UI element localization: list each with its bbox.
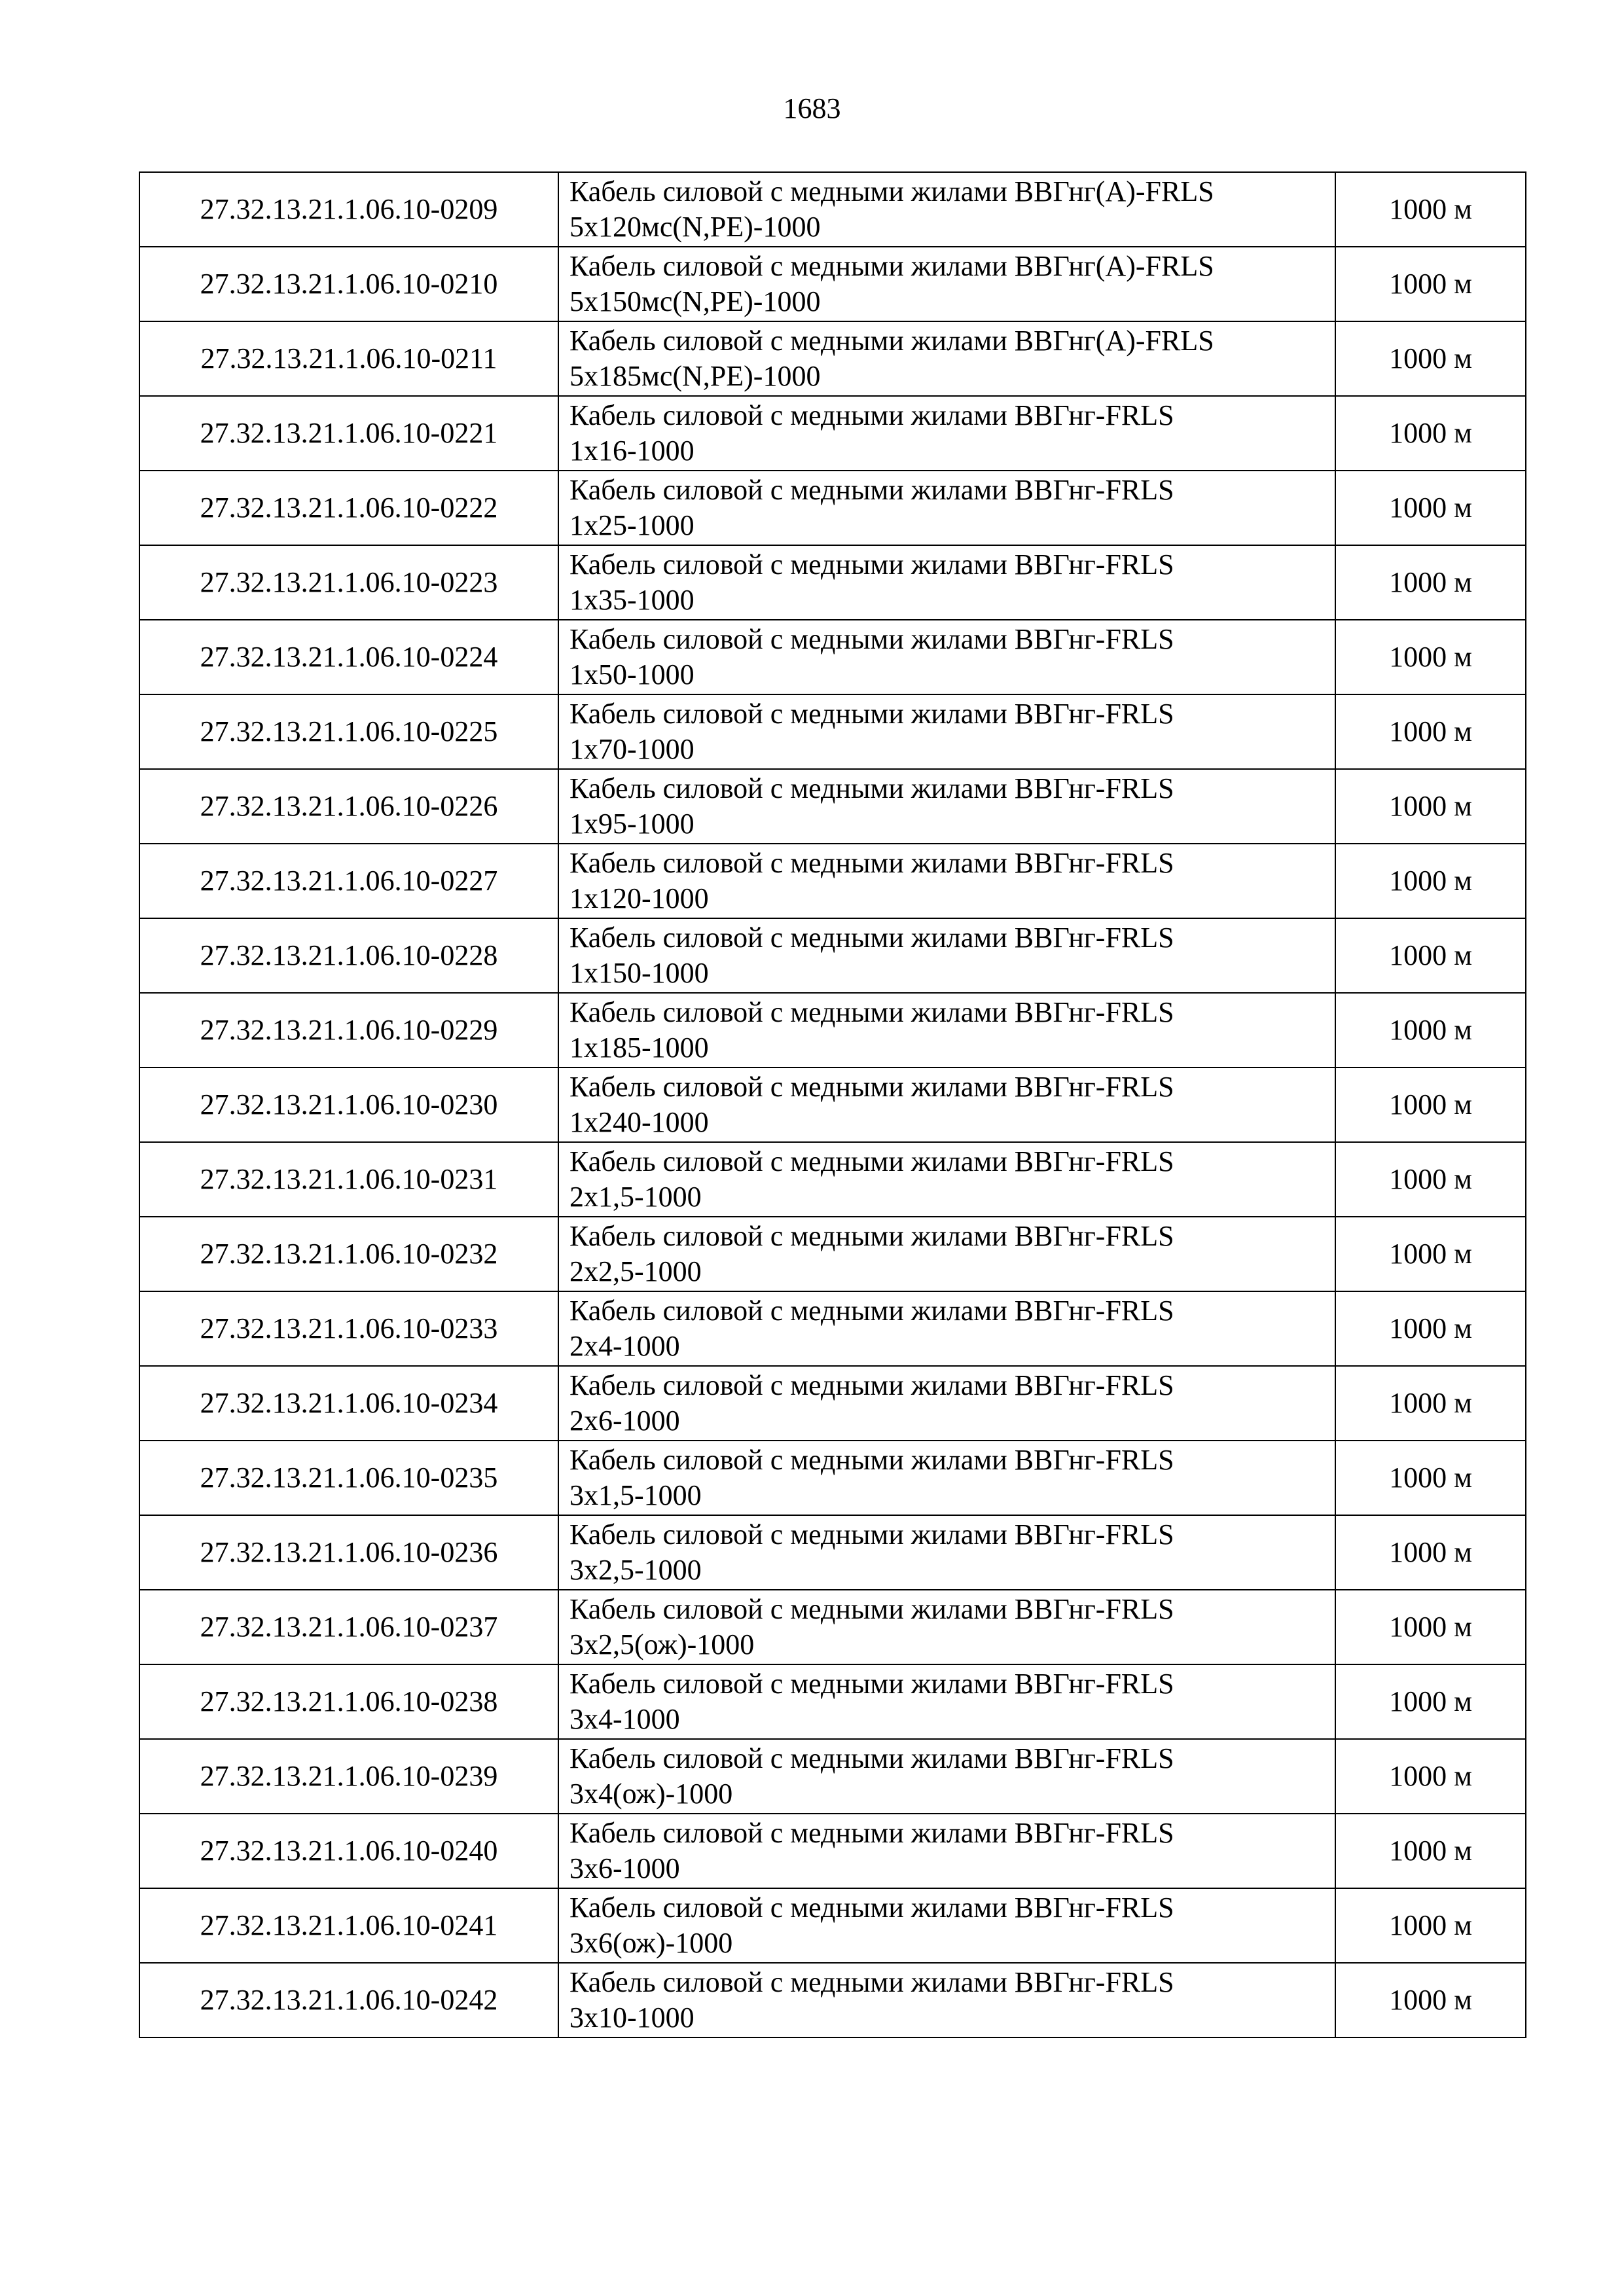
resource-unit: 1000 м — [1335, 993, 1526, 1067]
resource-name-line-2: 1х35-1000 — [569, 584, 695, 616]
resource-unit: 1000 м — [1335, 247, 1526, 321]
resource-name-line-1: Кабель силовой с медными жилами ВВГнг-FRLS — [569, 399, 1174, 431]
resource-code: 27.32.13.21.1.06.10-0222 — [139, 471, 558, 545]
resource-name-line-2: 1х25-1000 — [569, 509, 695, 541]
resource-name-line-1: Кабель силовой с медными жилами ВВГнг-FRLS — [569, 1071, 1174, 1103]
resource-name-line-1: Кабель силовой с медными жилами ВВГнг-FRLS — [569, 1220, 1174, 1252]
resource-name-line-2: 5х185мс(N,PE)-1000 — [569, 360, 821, 392]
resource-unit: 1000 м — [1335, 1441, 1526, 1515]
resource-code: 27.32.13.21.1.06.10-0227 — [139, 844, 558, 918]
resource-name-line-2: 2х1,5-1000 — [569, 1181, 702, 1213]
table-row — [139, 1441, 1526, 1515]
resource-name-line-2: 5х150мс(N,PE)-1000 — [569, 285, 821, 317]
table-row — [139, 1963, 1526, 2037]
resource-unit: 1000 м — [1335, 321, 1526, 396]
table-row — [139, 918, 1526, 993]
resource-name — [558, 694, 1335, 769]
resource-unit: 1000 м — [1335, 1963, 1526, 2037]
resource-name-line-2: 3х1,5-1000 — [569, 1479, 702, 1511]
resource-name — [558, 1739, 1335, 1814]
resource-code: 27.32.13.21.1.06.10-0239 — [139, 1739, 558, 1814]
resource-code: 27.32.13.21.1.06.10-0210 — [139, 247, 558, 321]
resource-unit: 1000 м — [1335, 396, 1526, 471]
resource-name — [558, 1366, 1335, 1441]
table-row — [139, 769, 1526, 844]
resource-code: 27.32.13.21.1.06.10-0211 — [139, 321, 558, 396]
table-row — [139, 321, 1526, 396]
table-row — [139, 471, 1526, 545]
resource-unit: 1000 м — [1335, 1366, 1526, 1441]
resource-name-line-2: 2х6-1000 — [569, 1405, 680, 1437]
resource-name-line-1: Кабель силовой с медными жилами ВВГнг(А)-FRLS — [569, 250, 1214, 282]
table-row — [139, 1739, 1526, 1814]
table-row — [139, 1142, 1526, 1217]
resource-name-line-1: Кабель силовой с медными жилами ВВГнг-FRLS — [569, 996, 1174, 1028]
resource-unit: 1000 м — [1335, 844, 1526, 918]
resource-name — [558, 1888, 1335, 1963]
resource-name — [558, 918, 1335, 993]
resource-name-line-1: Кабель силовой с медными жилами ВВГнг-FRLS — [569, 474, 1174, 506]
resource-name-line-2: 1х70-1000 — [569, 733, 695, 765]
resource-name — [558, 1142, 1335, 1217]
resource-code: 27.32.13.21.1.06.10-0234 — [139, 1366, 558, 1441]
resource-name-line-2: 1х16-1000 — [569, 435, 695, 467]
resource-unit: 1000 м — [1335, 769, 1526, 844]
resource-code: 27.32.13.21.1.06.10-0223 — [139, 545, 558, 620]
resource-name-line-2: 3х6(ож)-1000 — [569, 1927, 733, 1959]
resource-name — [558, 1291, 1335, 1366]
resource-name-line-2: 3х10-1000 — [569, 2001, 695, 2034]
table-row — [139, 1291, 1526, 1366]
resource-name-line-2: 1х95-1000 — [569, 808, 695, 840]
resource-name-line-1: Кабель силовой с медными жилами ВВГнг-FRLS — [569, 1668, 1174, 1700]
resource-name — [558, 1814, 1335, 1888]
resource-code: 27.32.13.21.1.06.10-0236 — [139, 1515, 558, 1590]
resource-name-line-2: 3х4(ож)-1000 — [569, 1778, 733, 1810]
resource-unit: 1000 м — [1335, 1739, 1526, 1814]
resource-name — [558, 1067, 1335, 1142]
resource-name-line-1: Кабель силовой с медными жилами ВВГнг-FRLS — [569, 623, 1174, 655]
resource-name-line-1: Кабель силовой с медными жилами ВВГнг-FRLS — [569, 1817, 1174, 1849]
resource-code: 27.32.13.21.1.06.10-0235 — [139, 1441, 558, 1515]
resource-name — [558, 1217, 1335, 1291]
resource-code: 27.32.13.21.1.06.10-0240 — [139, 1814, 558, 1888]
page-number: 1683 — [783, 92, 841, 124]
resource-name-line-1: Кабель силовой с медными жилами ВВГнг-FRLS — [569, 1444, 1174, 1476]
table-row — [139, 694, 1526, 769]
resource-code: 27.32.13.21.1.06.10-0229 — [139, 993, 558, 1067]
table-row — [139, 1888, 1526, 1963]
resource-unit: 1000 м — [1335, 918, 1526, 993]
resource-unit: 1000 м — [1335, 1590, 1526, 1664]
resource-unit: 1000 м — [1335, 1515, 1526, 1590]
resource-name-line-1: Кабель силовой с медными жилами ВВГнг(А)-FRLS — [569, 325, 1214, 357]
resource-name-line-1: Кабель силовой с медными жилами ВВГнг-FRLS — [569, 1892, 1174, 1924]
resource-name-line-2: 1х150-1000 — [569, 957, 709, 989]
resource-name-line-1: Кабель силовой с медными жилами ВВГнг-FRLS — [569, 548, 1174, 581]
table-row — [139, 172, 1526, 247]
resource-name-line-1: Кабель силовой с медными жилами ВВГнг(А)-FRLS — [569, 175, 1214, 207]
table-row — [139, 1366, 1526, 1441]
resource-name — [558, 1515, 1335, 1590]
resource-name-line-1: Кабель силовой с медными жилами ВВГнг-FRLS — [569, 1742, 1174, 1774]
resource-name — [558, 620, 1335, 694]
resource-name-line-2: 1х240-1000 — [569, 1106, 709, 1138]
resource-name — [558, 247, 1335, 321]
resource-unit: 1000 м — [1335, 620, 1526, 694]
resource-name-line-1: Кабель силовой с медными жилами ВВГнг-FRLS — [569, 1145, 1174, 1177]
resource-code: 27.32.13.21.1.06.10-0233 — [139, 1291, 558, 1366]
table-row — [139, 620, 1526, 694]
resource-unit: 1000 м — [1335, 1664, 1526, 1739]
resource-unit: 1000 м — [1335, 1888, 1526, 1963]
resource-code: 27.32.13.21.1.06.10-0231 — [139, 1142, 558, 1217]
table-row — [139, 1067, 1526, 1142]
resource-name — [558, 1963, 1335, 2037]
resource-unit: 1000 м — [1335, 1814, 1526, 1888]
table-row — [139, 1515, 1526, 1590]
resource-unit: 1000 м — [1335, 172, 1526, 247]
resource-name-line-1: Кабель силовой с медными жилами ВВГнг-FRLS — [569, 772, 1174, 804]
resource-code: 27.32.13.21.1.06.10-0238 — [139, 1664, 558, 1739]
table-row — [139, 545, 1526, 620]
resource-name-line-1: Кабель силовой с медными жилами ВВГнг-FRLS — [569, 1295, 1174, 1327]
table-row — [139, 844, 1526, 918]
resource-name-line-2: 2х2,5-1000 — [569, 1255, 702, 1287]
resource-code: 27.32.13.21.1.06.10-0241 — [139, 1888, 558, 1963]
resource-name-line-2: 1х185-1000 — [569, 1031, 709, 1064]
table-row — [139, 1217, 1526, 1291]
table-body — [139, 172, 1526, 2037]
resource-code: 27.32.13.21.1.06.10-0225 — [139, 694, 558, 769]
resource-name-line-1: Кабель силовой с медными жилами ВВГнг-FRLS — [569, 1369, 1174, 1401]
resource-name-line-2: 1х50-1000 — [569, 658, 695, 691]
resource-name — [558, 1590, 1335, 1664]
resource-name-line-1: Кабель силовой с медными жилами ВВГнг-FRLS — [569, 698, 1174, 730]
resource-name-line-1: Кабель силовой с медными жилами ВВГнг-FRLS — [569, 1966, 1174, 1998]
resource-name-line-2: 1х120-1000 — [569, 882, 709, 914]
resource-code: 27.32.13.21.1.06.10-0209 — [139, 172, 558, 247]
resource-code: 27.32.13.21.1.06.10-0226 — [139, 769, 558, 844]
resource-code: 27.32.13.21.1.06.10-0232 — [139, 1217, 558, 1291]
resource-name — [558, 993, 1335, 1067]
resource-name — [558, 545, 1335, 620]
resource-code: 27.32.13.21.1.06.10-0221 — [139, 396, 558, 471]
resource-unit: 1000 м — [1335, 545, 1526, 620]
resource-name-line-2: 2х4-1000 — [569, 1330, 680, 1362]
resource-name — [558, 471, 1335, 545]
resource-name — [558, 1441, 1335, 1515]
resource-name-line-1: Кабель силовой с медными жилами ВВГнг-FRLS — [569, 1593, 1174, 1625]
resource-code: 27.32.13.21.1.06.10-0228 — [139, 918, 558, 993]
resource-name-line-2: 3х2,5-1000 — [569, 1554, 702, 1586]
resource-unit: 1000 м — [1335, 1291, 1526, 1366]
resource-unit: 1000 м — [1335, 1142, 1526, 1217]
resource-name-line-2: 3х6-1000 — [569, 1852, 680, 1884]
resource-name — [558, 769, 1335, 844]
table-row — [139, 1814, 1526, 1888]
resource-code: 27.32.13.21.1.06.10-0242 — [139, 1963, 558, 2037]
resource-name-line-2: 3х2,5(ож)-1000 — [569, 1628, 755, 1660]
resource-name-line-1: Кабель силовой с медными жилами ВВГнг-FRLS — [569, 1518, 1174, 1551]
resource-name-line-2: 3х4-1000 — [569, 1703, 680, 1735]
resource-unit: 1000 м — [1335, 1217, 1526, 1291]
table-row — [139, 1590, 1526, 1664]
table-row — [139, 396, 1526, 471]
resource-name-line-1: Кабель силовой с медными жилами ВВГнг-FRLS — [569, 847, 1174, 879]
table-row — [139, 1664, 1526, 1739]
resource-name-line-1: Кабель силовой с медными жилами ВВГнг-FRLS — [569, 922, 1174, 954]
resource-unit: 1000 м — [1335, 1067, 1526, 1142]
resource-unit: 1000 м — [1335, 694, 1526, 769]
resource-name — [558, 1664, 1335, 1739]
table-row — [139, 247, 1526, 321]
resource-unit: 1000 м — [1335, 471, 1526, 545]
resource-name — [558, 396, 1335, 471]
resource-name — [558, 172, 1335, 247]
resource-name — [558, 321, 1335, 396]
table-row — [139, 993, 1526, 1067]
resource-code: 27.32.13.21.1.06.10-0224 — [139, 620, 558, 694]
resource-name — [558, 844, 1335, 918]
resource-code: 27.32.13.21.1.06.10-0230 — [139, 1067, 558, 1142]
resource-table — [139, 171, 1526, 2038]
resource-name-line-2: 5х120мс(N,PE)-1000 — [569, 211, 821, 243]
resource-code: 27.32.13.21.1.06.10-0237 — [139, 1590, 558, 1664]
